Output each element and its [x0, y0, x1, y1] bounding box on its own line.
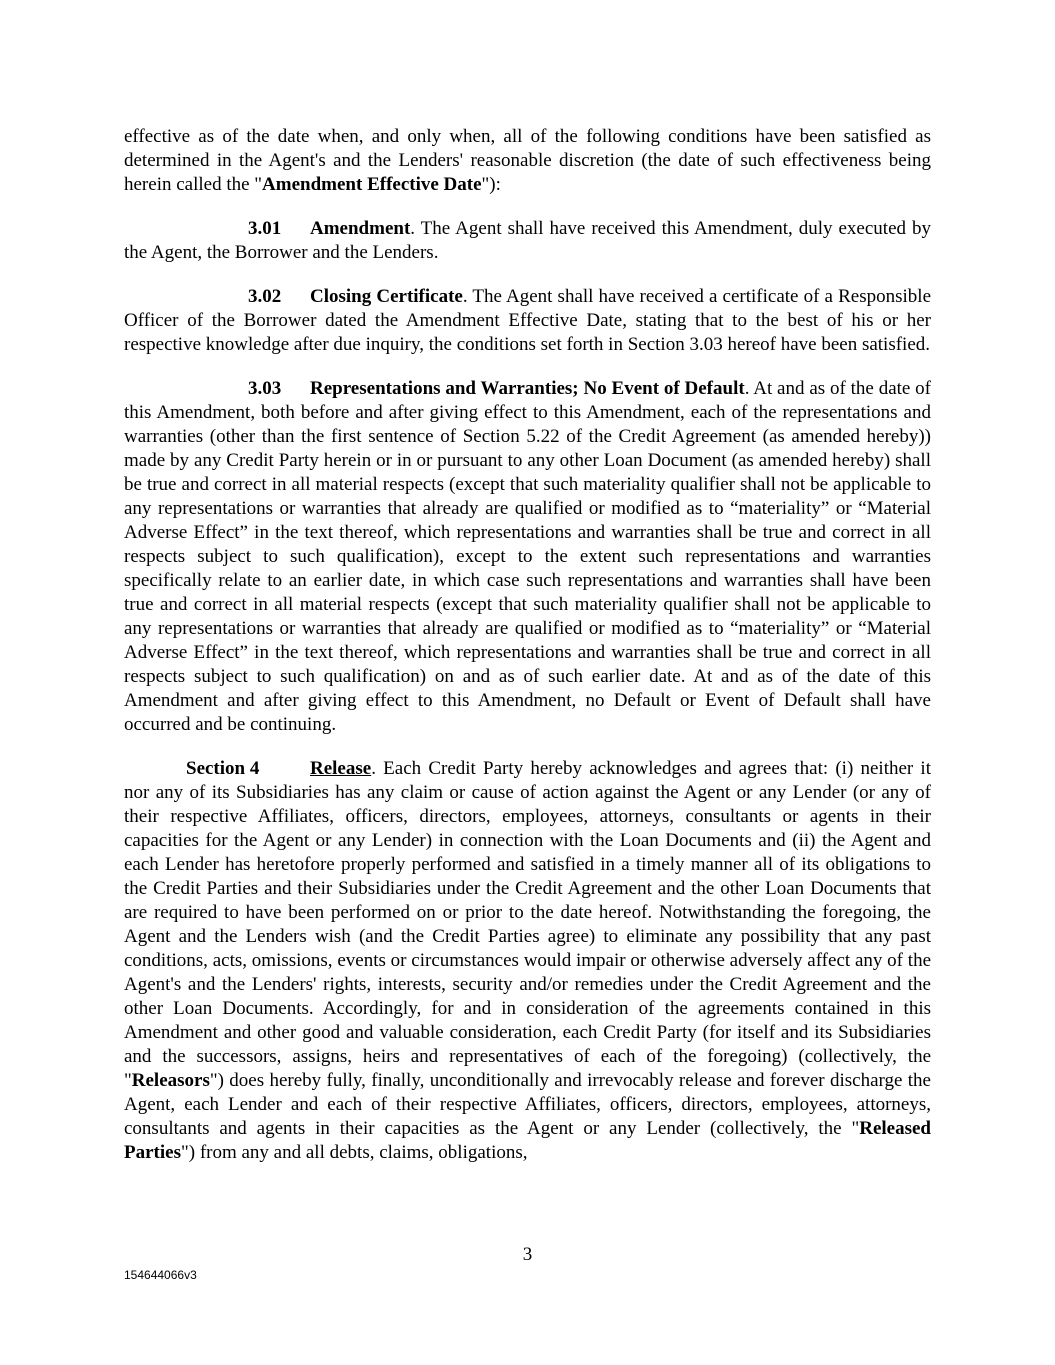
- section-number: 3.02: [248, 286, 282, 307]
- section-3-01-paragraph: 3.01 Amendment. The Agent shall have received this Amendment, duly executed by the Agent, the Borrower and the Lenders.: [124, 218, 931, 263]
- document-id: 154644066v3: [124, 1268, 197, 1282]
- defined-term-releasors: Releasors: [131, 1070, 210, 1091]
- section-title: Amendment: [310, 218, 411, 239]
- defined-term-released-parties: Released Parties: [124, 1118, 931, 1163]
- section-title: Release: [310, 758, 372, 779]
- section-4-release-paragraph: Section 4 Release. Each Credit Party hereby acknowledges and agrees that: (i) neither it nor any of its Subsidiaries has any claim or cause of action against the Agent or any Lender (or any of their respective Affiliates, officers, directors, employees, attorneys, consultants or agents in their capacities for the Agent or any Lender) in connection with the Loan Documents and (ii) the Agent and each Lender has heretofore properly performed and satisfied in a timely manner all of its obligations to the Credit Parties and their Subsidiaries under the Credit Agreement and the other Loan Documents that are required to have been performed on or prior to the date hereof. Notwithstanding the foregoing, the Agent and the Lenders wish (and the Credit Parties agree) to eliminate any possibility that any past conditions, acts, omissions, events or circumstances would impair or otherwise adversely affect any of the Agent's and the Lenders' rights, interests, security and/or remedies under the Credit Agreement and the other Loan Documents. Accordingly, for and in consideration of the agreements contained in this Amendment and other good and valuable consideration, each Credit Party (for itself and its Subsidiaries and the successors, assigns, heirs and representatives of each of the foregoing) (collectively, the "Releasors") does hereby fully, finally, unconditionally and irrevocably release and forever discharge the Agent, each Lender and each of their respective Affiliates, officers, directors, employees, attorneys, consultants and agents in their capacities as the Agent or any Lender (collectively, the "Released Parties") from any and all debts, claims, obligations,: [124, 758, 931, 1163]
- defined-term-amendment-effective-date: Amendment Effective Date: [262, 174, 482, 195]
- page-number: 3: [522, 1244, 533, 1265]
- section-3-03-paragraph: 3.03 Representations and Warranties; No Event of Default. At and as of the date of this Amendment, both before and after giving effect to this Amendment, each of the representations and warranties (other than the first sentence of Section 5.22 of the Credit Agreement (as amended hereby)) made by any Credit Party herein or in or pursuant to any other Loan Document (as amended hereby) shall be true and correct in all material respects (except that such materiality qualifier shall not be applicable to any representations or warranties that already are qualified or modified as to “materiality” or “Material Adverse Effect” in the text thereof, which representations and warranties shall be true and correct in all respects subject to such qualification), except to the extent such representations and warranties specifically relate to an earlier date, in which case such representations and warranties shall have been true and correct in all material respects (except that such materiality qualifier shall not be applicable to any representations or warranties that already are qualified or modified as to “materiality” or “Material Adverse Effect” in the text thereof, which representations and warranties shall be true and correct in all respects subject to such qualification) on and as of such earlier date. At and as of the date of this Amendment and after giving effect to this Amendment, no Default or Event of Default shall have occurred and be continuing.: [124, 378, 931, 735]
- section-label: Section 4: [186, 758, 260, 779]
- document-body: [124, 125, 931, 1185]
- section-number: 3.03: [248, 378, 282, 399]
- intro-paragraph: effective as of the date when, and only when, all of the following conditions have been satisfied as determined in the Agent's and the Lenders' reasonable discretion (the date of such effectiveness being herein called the "Amendment Effective Date"):: [124, 126, 931, 195]
- section-3-02-paragraph: 3.02 Closing Certificate. The Agent shall have received a certificate of a Responsible Officer of the Borrower dated the Amendment Effective Date, stating that to the best of his or her respective knowledge after due inquiry, the conditions set forth in Section 3.03 hereof have been satisfied.: [124, 286, 931, 355]
- section-title: Representations and Warranties; No Event of Default: [310, 378, 745, 399]
- section-number: 3.01: [248, 218, 282, 239]
- section-title: Closing Certificate: [310, 286, 463, 307]
